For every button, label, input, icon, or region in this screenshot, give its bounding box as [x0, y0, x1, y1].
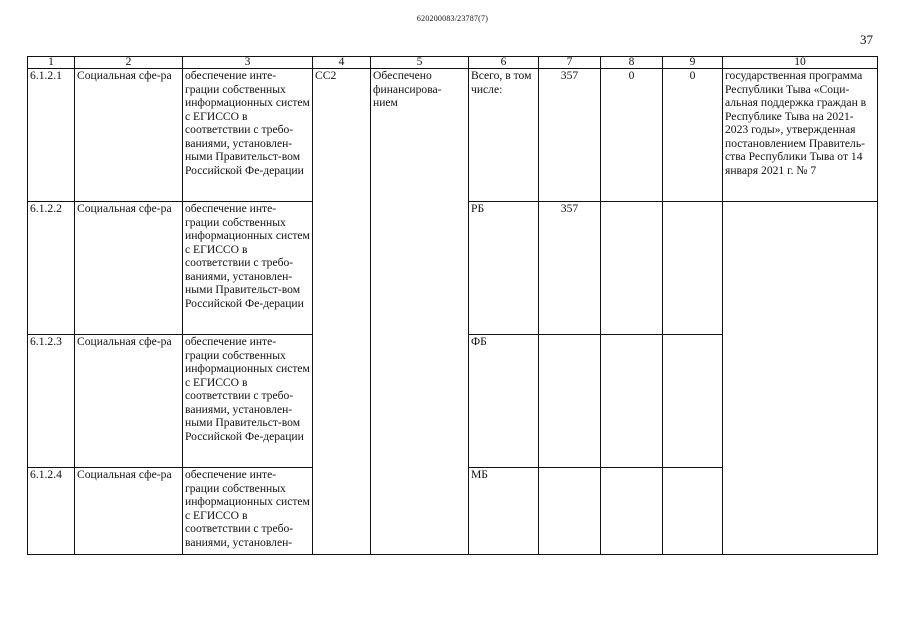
header-cell-1: 1: [28, 57, 75, 69]
value-col9: [663, 468, 723, 555]
value-col8: [601, 468, 663, 555]
value-col7: 357: [539, 202, 601, 335]
header-cell-7: 7: [539, 57, 601, 69]
document-code: 620200083/23787(7): [416, 14, 489, 23]
row-number: 6.1.2.3: [28, 335, 75, 468]
program-basis-empty-cell: [723, 202, 878, 555]
sphere-cell: Социальная сфе-ра: [75, 202, 183, 335]
header-cell-8: 8: [601, 57, 663, 69]
value-col7: 357: [539, 69, 601, 202]
status-cell: Обеспечено финансирова- нием: [371, 69, 469, 555]
measure-cell: [183, 468, 313, 555]
row-number: 6.1.2.1: [28, 69, 75, 202]
funding-source-cell: МБ: [469, 468, 539, 555]
funding-source-cell: РБ: [469, 202, 539, 335]
header-cell-10: 10: [723, 57, 878, 69]
value-col8: [601, 335, 663, 468]
value-col8: [601, 202, 663, 335]
funding-source-cell: ФБ: [469, 335, 539, 468]
value-col7: [539, 335, 601, 468]
measure-cell: обеспечение инте-грации собственных информационных систем с ЕГИССО в соответствии с требо-ваниями, установлен-ными Правительст-вом Российской Фе-дерации: [183, 335, 313, 468]
measure-cell: обеспечение инте-грации собственных информационных систем с ЕГИССО в соответствии с требо-ваниями, установлен-ными Правительст-вом Российской Фе-дерации: [183, 69, 313, 202]
page-number: 37: [860, 32, 873, 47]
value-col9: [663, 335, 723, 468]
value-col9: 0: [663, 69, 723, 202]
program-basis-cell: государственная программа Республики Тыва «Соци-альная поддержка граждан в Республике Тыва на 2021-2023 годы», утвержденная постановлением Правитель-ства Республики Тыва от 14 января 2021 г. № 7: [723, 69, 878, 202]
funding-source-cell: Всего, в том числе:: [469, 69, 539, 202]
header-cell-2: 2: [75, 57, 183, 69]
measure-cell: обеспечение инте-грации собственных информационных систем с ЕГИССО в соответствии с требо-ваниями, установлен-ными Правительст-вом Российской Фе-дерации: [183, 202, 313, 335]
table-row: [28, 69, 878, 202]
measure-text: обеспечение инте-грации собственных информационных систем с ЕГИССО в соответствии с требо-ваниями, установлен-: [185, 468, 310, 549]
sphere-cell: Социальная сфе-ра: [75, 468, 183, 555]
budget-table: [27, 56, 878, 555]
row-number: 6.1.2.2: [28, 202, 75, 335]
header-cell-9: 9: [663, 57, 723, 69]
sphere-cell: Социальная сфе-ра: [75, 69, 183, 202]
header-row: [28, 57, 878, 69]
value-col8: 0: [601, 69, 663, 202]
header-cell-4: 4: [313, 57, 371, 69]
indicator-code-cell: СС2: [313, 69, 371, 555]
value-col7: [539, 468, 601, 555]
header-cell-6: 6: [469, 57, 539, 69]
header-cell-3: 3: [183, 57, 313, 69]
row-number: 6.1.2.4: [28, 468, 75, 555]
header-cell-5: 5: [371, 57, 469, 69]
sphere-cell: Социальная сфе-ра: [75, 335, 183, 468]
value-col9: [663, 202, 723, 335]
